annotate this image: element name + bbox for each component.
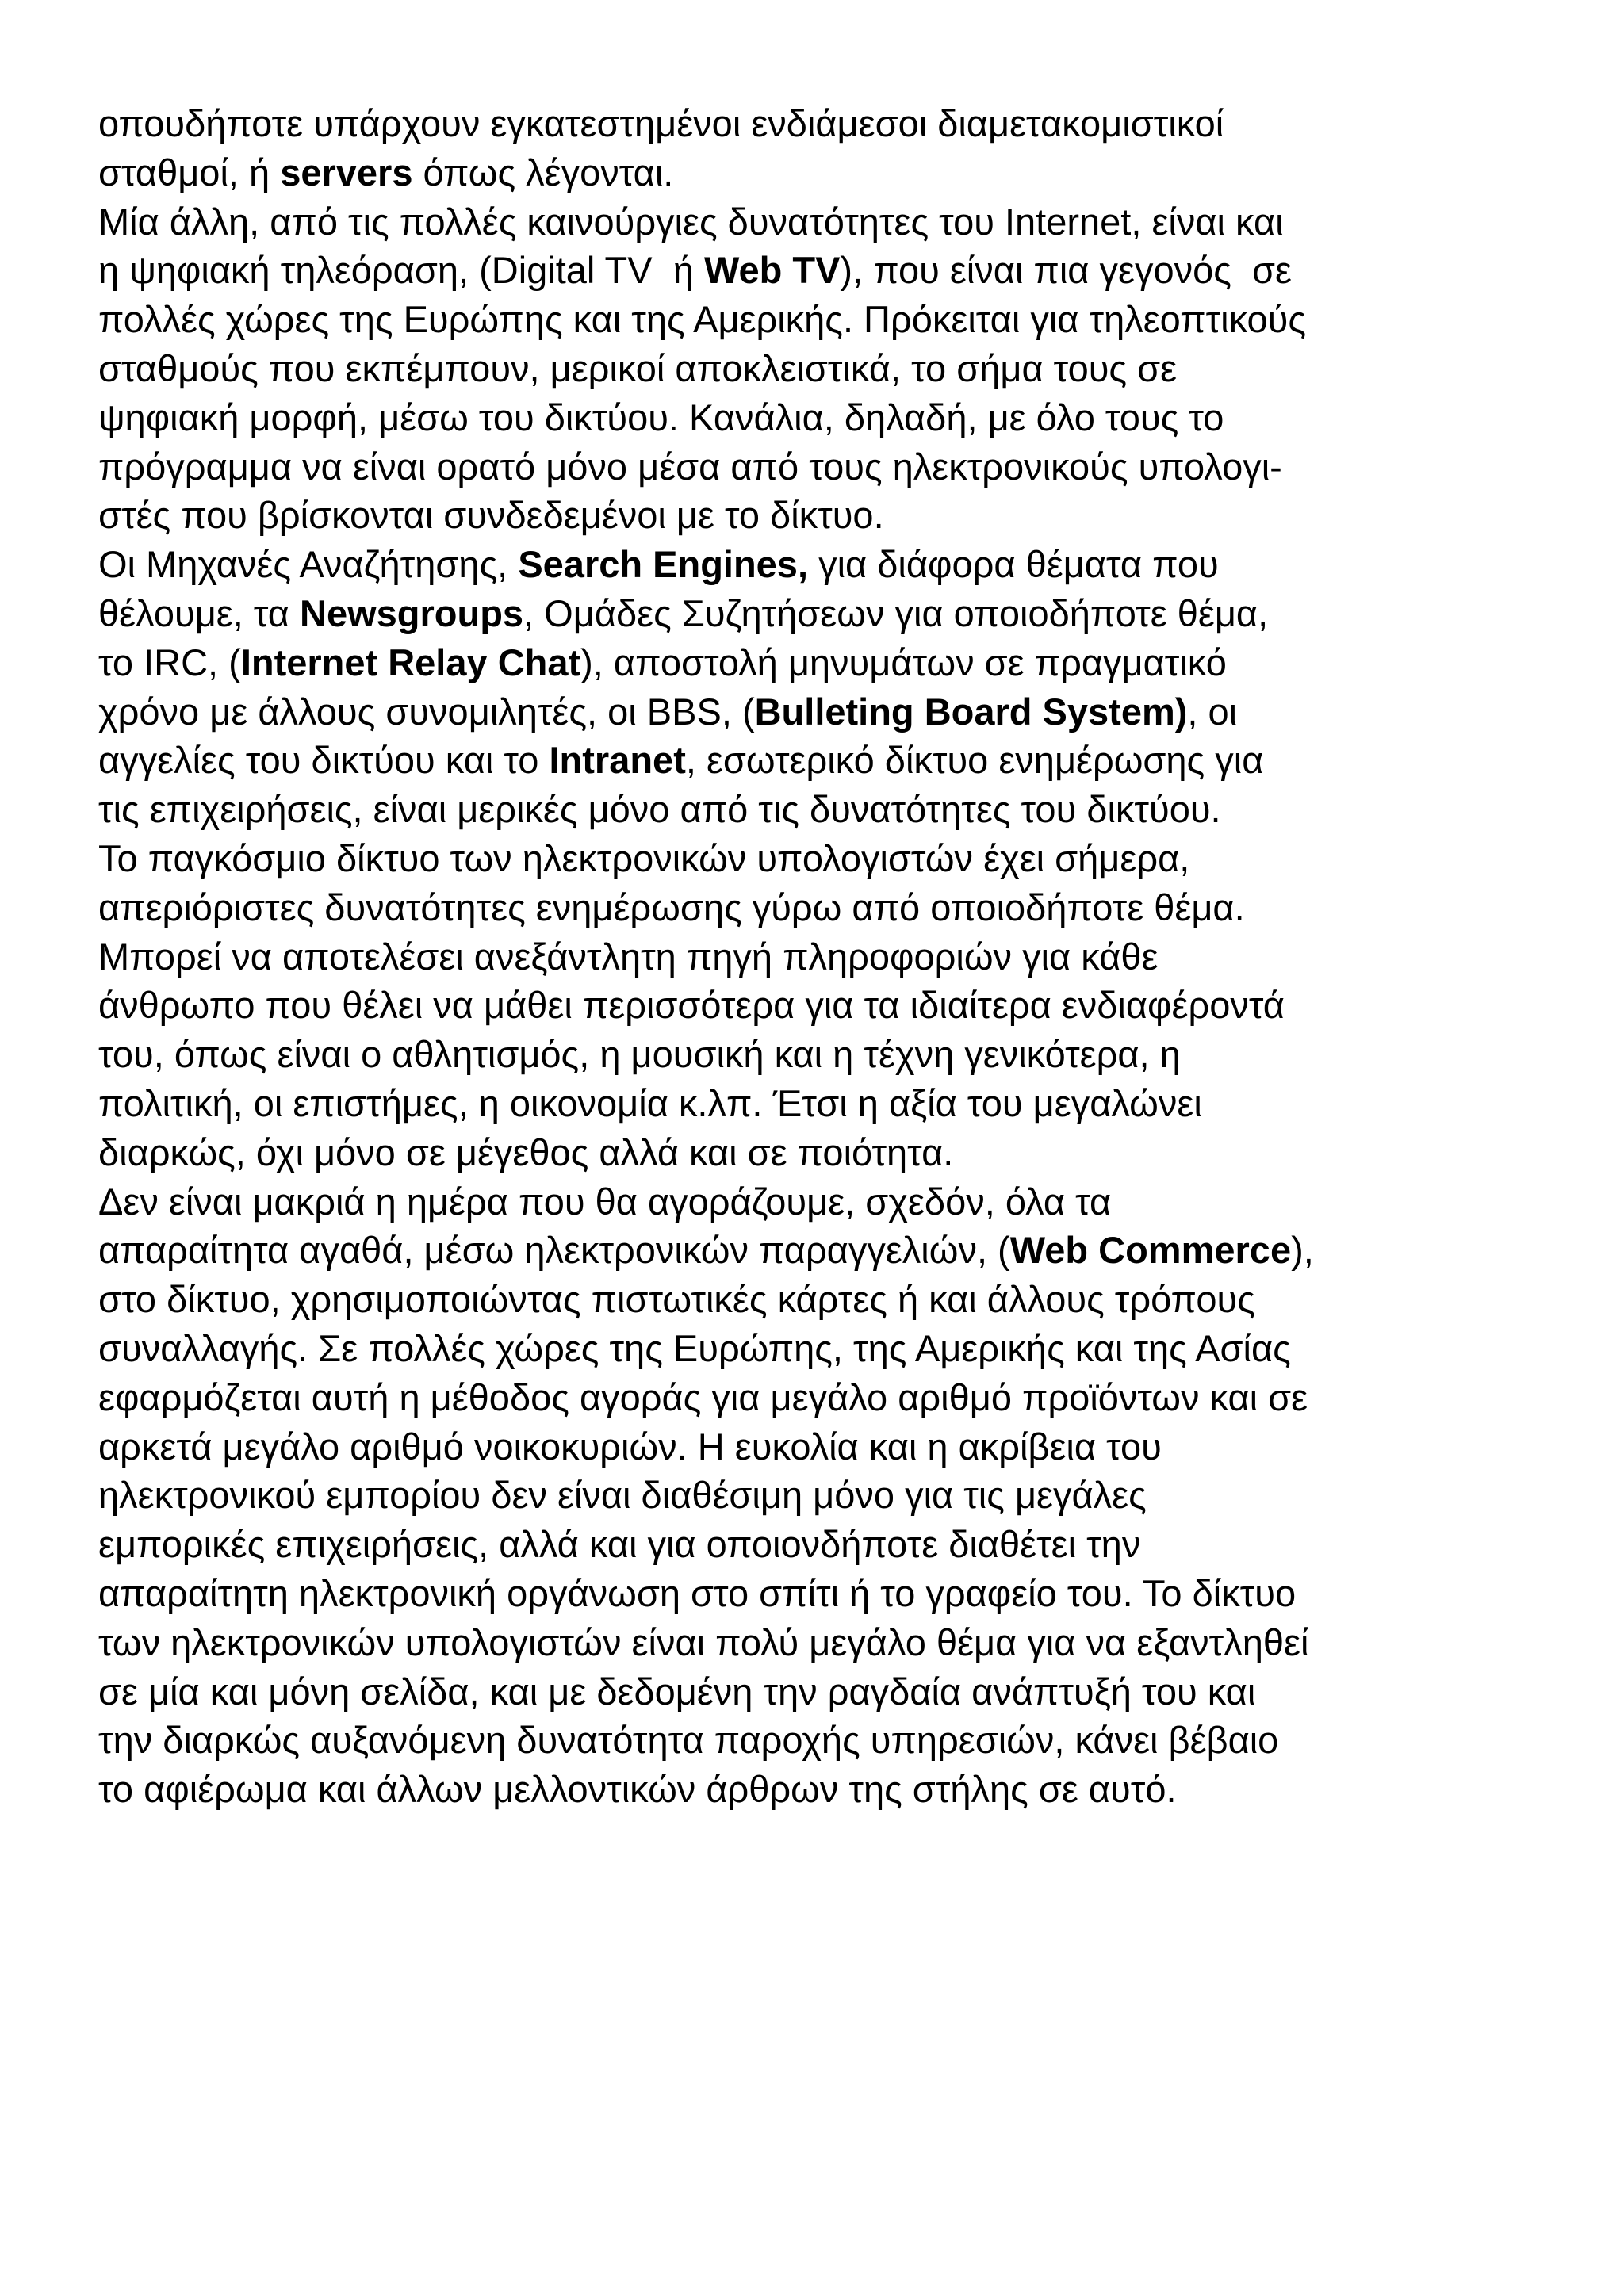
text-segment: Μία άλλη, από τις πολλές καινούργιες δυνατότητες του Internet, είναι και — [98, 200, 1284, 243]
text-segment: ), — [1291, 1229, 1314, 1272]
text-segment: πολλές χώρες της Ευρώπης και της Αμερικής. Πρόκειται για τηλεοπτικούς — [98, 298, 1307, 341]
text-segment: ), που είναι πια γεγονός σε — [840, 249, 1292, 292]
text-line — [98, 687, 1557, 737]
text-segment: σταθμούς που εκπέμπουν, μερικοί αποκλειστικά, το σήμα τους σε — [98, 346, 1178, 389]
text-line — [98, 393, 1557, 442]
text-line — [98, 1569, 1557, 1618]
text-line — [98, 246, 1557, 295]
text-line — [98, 540, 1557, 589]
text-segment: σταθμοί, ή — [98, 151, 281, 193]
bold-term: Search Engines, — [518, 543, 809, 586]
text-segment: για διάφορα θέματα που — [808, 543, 1219, 586]
text-line — [98, 295, 1557, 344]
text-segment: , οι — [1187, 690, 1238, 733]
text-segment: άνθρωπο που θέλει να μάθει περισσότερα για τα ιδιαίτερα ενδιαφέροντά — [98, 984, 1285, 1027]
text-line — [98, 785, 1557, 834]
text-segment: αρκετά μεγάλο αριθμό νοικοκυριών. Η ευκολία και η ακρίβεια του — [98, 1425, 1162, 1468]
text-segment: διαρκώς, όχι μόνο σε μέγεθος αλλά και σε ποιότητα. — [98, 1131, 954, 1173]
bold-term: Web TV — [703, 249, 841, 292]
text-segment: οπουδήποτε υπάρχουν εγκατεστημένοι ενδιάμεσοι διαμετακομιστικοί — [98, 102, 1224, 144]
text-segment: όπως λέγονται. — [412, 151, 674, 193]
text-line — [98, 1373, 1557, 1422]
text-segment: Μπορεί να αποτελέσει ανεξάντλητη πηγή πληροφοριών για κάθε — [98, 935, 1159, 978]
text-line — [98, 638, 1557, 687]
text-segment: Οι Μηχανές Αναζήτησης, — [98, 543, 519, 586]
text-line — [98, 1716, 1557, 1765]
text-line — [98, 1079, 1557, 1128]
text-segment: την διαρκώς αυξανόμενη δυνατότητα παροχής υπηρεσιών, κάνει βέβαιο — [98, 1719, 1279, 1762]
text-line — [98, 1471, 1557, 1520]
text-segment: το αφιέρωμα και άλλων μελλοντικών άρθρων της στήλης σε αυτό. — [98, 1768, 1177, 1811]
text-line — [98, 148, 1557, 197]
text-segment: ηλεκτρονικού εμπορίου δεν είναι διαθέσιμη μόνο για τις μεγάλες — [98, 1474, 1147, 1517]
text-segment: η ψηφιακή τηλεόραση, (Digital TV ή — [98, 249, 704, 292]
text-segment: του, όπως είναι ο αθλητισμός, η μουσική και η τέχνη γενικότερα, η — [98, 1033, 1181, 1076]
bold-term: Bulleting Board System) — [754, 690, 1188, 733]
text-segment: ψηφιακή μορφή, μέσω του δικτύου. Κανάλια, δηλαδή, με όλο τους το — [98, 396, 1224, 438]
text-line — [98, 1422, 1557, 1471]
text-segment: συναλλαγής. Σε πολλές χώρες της Ευρώπης, της Αμερικής και της Ασίας — [98, 1326, 1291, 1369]
text-segment: εμπορικές επιχειρήσεις, αλλά και για οποιονδήποτε διαθέτει την — [98, 1523, 1141, 1566]
text-segment: αγγελίες του δικτύου και το — [98, 739, 550, 782]
text-segment: , εσωτερικό δίκτυο ενημέρωσης για — [685, 739, 1264, 782]
text-segment: Δεν είναι μακριά η ημέρα που θα αγοράζουμε, σχεδόν, όλα τα — [98, 1180, 1112, 1223]
text-line — [98, 736, 1557, 785]
text-line — [98, 1275, 1557, 1324]
text-line — [98, 1030, 1557, 1079]
text-line — [98, 442, 1557, 492]
text-line — [98, 99, 1557, 148]
text-segment: το IRC, ( — [98, 641, 241, 683]
text-line — [98, 1765, 1557, 1814]
text-segment: θέλουμε, τα — [98, 591, 301, 634]
bold-term: Newsgroups — [300, 591, 524, 634]
text-line — [98, 932, 1557, 982]
text-segment: στές που βρίσκονται συνδεδεμένοι με το δίκτυο. — [98, 494, 884, 537]
text-line — [98, 1667, 1557, 1716]
text-line — [98, 197, 1557, 247]
text-segment: των ηλεκτρονικών υπολογιστών είναι πολύ μεγάλο θέμα για να εξαντληθεί — [98, 1621, 1309, 1663]
text-segment: χρόνο με άλλους συνομιλητές, οι BBS, ( — [98, 690, 755, 733]
text-segment: πολιτική, οι επιστήμες, η οικονομία κ.λπ. Έτσι η αξία του μεγαλώνει — [98, 1081, 1202, 1124]
article-body — [98, 99, 1557, 1814]
text-line — [98, 1618, 1557, 1667]
text-segment: ), αποστολή μηνυμάτων σε πραγματικό — [580, 641, 1227, 683]
text-segment: απεριόριστες δυνατότητες ενημέρωσης γύρω από οποιοδήποτε θέμα. — [98, 886, 1245, 928]
text-line — [98, 1324, 1557, 1373]
text-line — [98, 589, 1557, 638]
text-line — [98, 491, 1557, 540]
text-line — [98, 981, 1557, 1030]
text-segment: πρόγραμμα να είναι ορατό μόνο μέσα από τους ηλεκτρονικούς υπολογι- — [98, 445, 1282, 488]
text-line — [98, 1177, 1557, 1226]
bold-term: Web Commerce — [1009, 1229, 1292, 1272]
text-segment: , Ομάδες Συζητήσεων για οποιοδήποτε θέμα, — [523, 591, 1269, 634]
bold-term: Internet Relay Chat — [240, 641, 581, 683]
text-segment: σε μία και μόνη σελίδα, και με δεδομένη την ραγδαία ανάπτυξή του και — [98, 1670, 1256, 1712]
text-segment: απαραίτητα αγαθά, μέσω ηλεκτρονικών παραγγελιών, ( — [98, 1229, 1010, 1272]
text-line — [98, 834, 1557, 883]
text-line — [98, 1226, 1557, 1275]
text-line — [98, 1128, 1557, 1177]
bold-term: Intranet — [549, 739, 686, 782]
text-line — [98, 1520, 1557, 1569]
text-line — [98, 883, 1557, 932]
text-line — [98, 344, 1557, 393]
text-segment: στο δίκτυο, χρησιμοποιώντας πιστωτικές κάρτες ή και άλλους τρόπους — [98, 1278, 1255, 1321]
text-segment: εφαρμόζεται αυτή η μέθοδος αγοράς για μεγάλο αριθμό προϊόντων και σε — [98, 1376, 1308, 1418]
text-segment: τις επιχειρήσεις, είναι μερικές μόνο από τις δυνατότητες του δικτύου. — [98, 788, 1221, 831]
text-segment: Το παγκόσμιο δίκτυο των ηλεκτρονικών υπολογιστών έχει σήμερα, — [98, 836, 1190, 879]
text-segment: απαραίτητη ηλεκτρονική οργάνωση στο σπίτι ή το γραφείο του. Το δίκτυο — [98, 1571, 1297, 1614]
bold-term: servers — [280, 151, 413, 193]
